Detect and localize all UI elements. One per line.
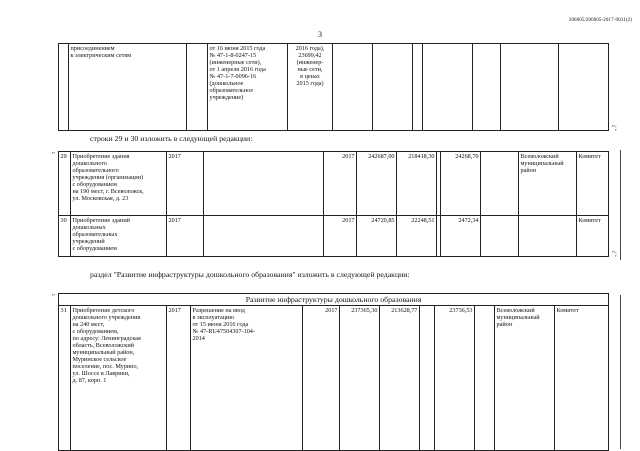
table-end-mark: "; (612, 124, 617, 132)
table-open-quote: " (52, 293, 55, 301)
scan-edge-line (620, 295, 621, 449)
document-cell: Разрешение на ввод в эксплуатацию от 15 июня 2016 года № 47-RU47504307-104- 2014 (191, 306, 303, 451)
start-year-cell: 2017 (167, 152, 204, 216)
instruction-paragraph: строки 29 и 30 изложить в следующей редакции: (90, 134, 253, 143)
instruction-paragraph: раздел "Развитие инфраструктуры дошкольного образования" изложить в следующей редакции: (90, 270, 410, 279)
total-cell: 24720,85 (357, 216, 397, 257)
row-number: 29 (59, 152, 71, 216)
object-name-cell: Приобретение детского дошкольного учреждения на 240 мест, с оборудованием, по адресу: Ленинградская область, Всеволожский муниципальный район, Муринское сельское поселение, пос. Мурино, ул. Шоссе в Лаврики, д. 87, корп. 1 (71, 306, 167, 451)
row-number: 30 (59, 216, 71, 257)
regional-budget-cell: 22248,51 (397, 216, 437, 257)
end-year-cell: 2017 (324, 152, 357, 216)
local-budget-cell: 23736,53 (435, 306, 475, 451)
table-row (59, 152, 609, 216)
total-cell: 237365,30 (340, 306, 380, 451)
document-number: 206005/206005-2017-9031(2) (568, 18, 632, 23)
cost-cell: 2016 года), 23699,42 (инженер- ные сети, в ценах 2015 года) (288, 44, 333, 131)
local-budget-cell: 2472,34 (441, 216, 481, 257)
row-number: 31 (59, 306, 71, 451)
section-title: Развитие инфраструктуры дошкольного образования (59, 294, 609, 306)
object-name-cell: Приобретение зданий дошкольных образовательных учреждений с оборудованием (71, 216, 167, 257)
recipient-cell: Всеволожский муниципальный район (495, 306, 555, 451)
recipient-cell (519, 216, 577, 257)
end-year-cell: 2017 (303, 306, 340, 451)
recipient-cell: Всеволожский муниципальный район (519, 152, 577, 216)
local-budget-cell: 24268,70 (441, 152, 481, 216)
table-row (59, 306, 609, 451)
committee-cell: Комитет (577, 152, 609, 216)
committee-cell: Комитет (555, 306, 609, 451)
end-year-cell: 2017 (324, 216, 357, 257)
table-rows-29-30 (58, 151, 609, 257)
table-continuation (58, 43, 609, 131)
table-open-quote: " (52, 151, 55, 159)
document-cell: от 16 июня 2015 года № 47-1-8-0247-15 (инженерные сети), от 1 апреля 2016 года № 47-1-7-0096-16 (дошкольное образовательное учреждение) (208, 44, 288, 131)
page-number: 3 (318, 30, 322, 39)
total-cell: 242687,00 (357, 152, 397, 216)
table-row (59, 216, 609, 257)
object-name-cell: присоединением к электрическим сетям (69, 44, 187, 131)
committee-cell: Комитет (577, 216, 609, 257)
object-name-cell: Приобретение здания дошкольного образовательного учреждения (организации) с оборудованием на 190 мест, г. Всеволожск, ул. Московская, д. 23 (71, 152, 167, 216)
start-year-cell: 2017 (167, 216, 204, 257)
scan-edge-line (620, 150, 621, 260)
table-section (58, 293, 609, 451)
table-end-mark: "; (612, 250, 617, 258)
section-title-row (59, 294, 609, 306)
regional-budget-cell: 218418,30 (397, 152, 437, 216)
table-row (59, 44, 609, 131)
start-year-cell: 2017 (167, 306, 191, 451)
regional-budget-cell: 213628,77 (380, 306, 420, 451)
